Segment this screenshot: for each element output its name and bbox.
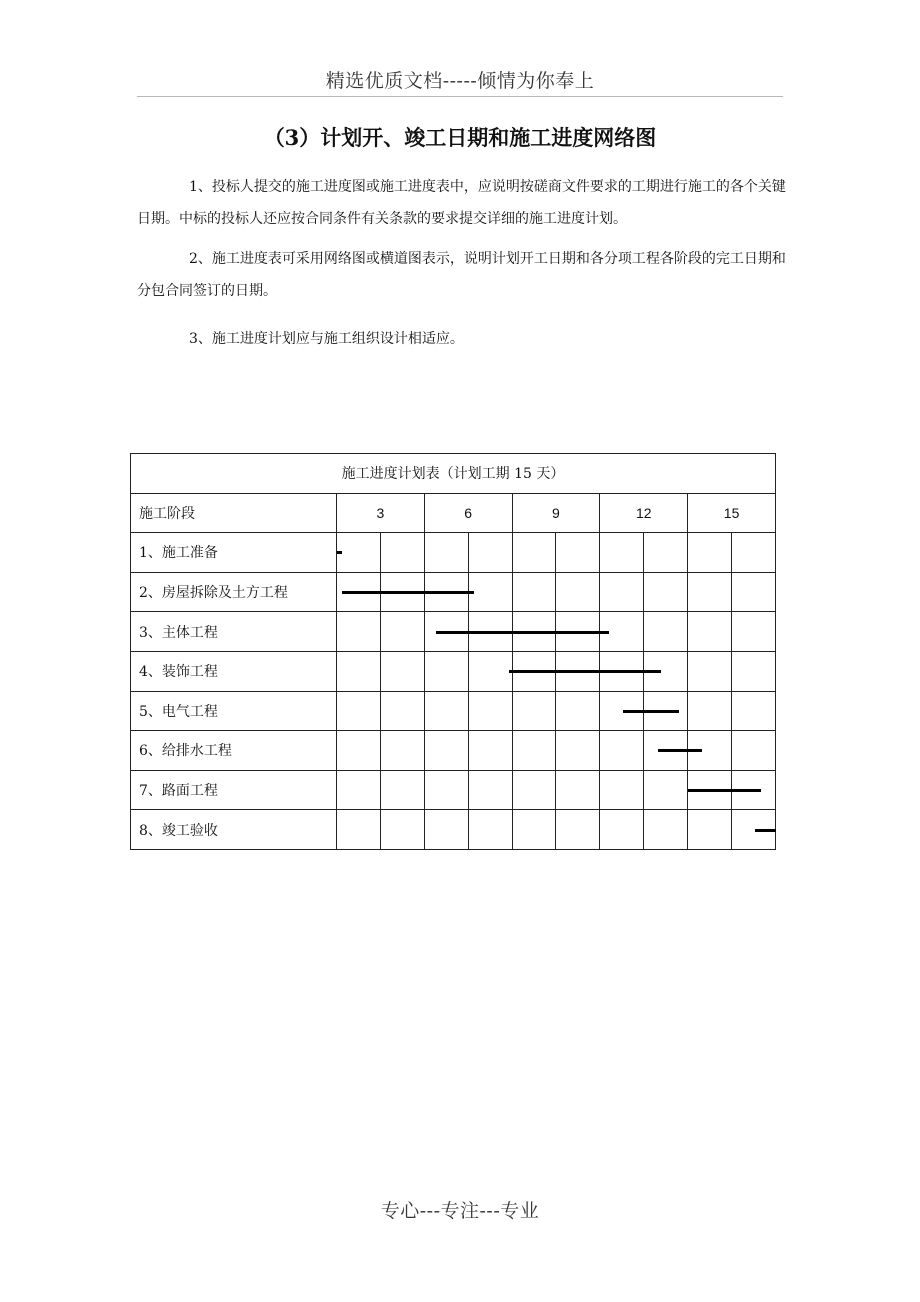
paragraph-1: 1、投标人提交的施工进度图或施工进度表中，应说明按磋商文件要求的工期进行施工的各个关键日期。中标的投标人还应按合同条件有关条款的要求提交详细的施工进度计划。	[137, 179, 786, 227]
page-header: 精选优质文档-----倾情为你奉上	[325, 70, 595, 92]
timeline-cell	[512, 731, 556, 771]
timeline-cell	[688, 691, 732, 731]
timeline-cell	[600, 612, 644, 652]
timeline-cell	[424, 612, 468, 652]
schedule-caption: 施工进度计划表（计划工期 15 天）	[131, 454, 776, 494]
stage-label: 8、竣工验收	[131, 810, 337, 850]
timeline-cell	[688, 533, 732, 573]
timeline-cell	[600, 651, 644, 691]
stage-label: 5、电气工程	[131, 691, 337, 731]
timeline-cell	[380, 651, 424, 691]
timeline-cell	[337, 612, 381, 652]
timeline-cell	[732, 651, 776, 691]
section-title: （3）计划开、竣工日期和施工进度网络图	[263, 125, 657, 150]
timeline-cell	[556, 651, 600, 691]
timeline-cell	[688, 810, 732, 850]
timeline-cell	[600, 572, 644, 612]
timeline-cell	[468, 651, 512, 691]
timeline-cell	[556, 731, 600, 771]
schedule-row	[131, 533, 776, 573]
stage-label: 4、装饰工程	[131, 651, 337, 691]
schedule-row	[131, 651, 776, 691]
timeline-cell	[468, 731, 512, 771]
paragraph-3: 3、施工进度计划应与施工组织设计相适应。	[189, 331, 464, 347]
timeline-cell	[337, 770, 381, 810]
stage-label: 1、施工准备	[131, 533, 337, 573]
schedule-row	[131, 810, 776, 850]
timeline-cell	[732, 731, 776, 771]
timeline-cell	[688, 612, 732, 652]
timeline-cell	[688, 731, 732, 771]
timeline-cell	[688, 572, 732, 612]
timeline-cell	[600, 691, 644, 731]
timeline-cell	[512, 612, 556, 652]
timeline-cell	[644, 572, 688, 612]
timeline-cell	[380, 691, 424, 731]
schedule-row	[131, 612, 776, 652]
timeline-cell	[732, 572, 776, 612]
timeline-cell	[337, 572, 381, 612]
timeline-cell	[468, 612, 512, 652]
day-mark-9: 9	[512, 493, 600, 533]
stage-label: 2、房屋拆除及土方工程	[131, 572, 337, 612]
timeline-cell	[468, 810, 512, 850]
timeline-cell	[688, 770, 732, 810]
timeline-cell	[468, 572, 512, 612]
schedule-row	[131, 770, 776, 810]
timeline-cell	[380, 533, 424, 573]
timeline-cell	[512, 572, 556, 612]
timeline-cell	[424, 533, 468, 573]
timeline-cell	[600, 731, 644, 771]
timeline-cell	[644, 770, 688, 810]
schedule-table	[130, 453, 776, 850]
timeline-cell	[732, 533, 776, 573]
day-mark-12: 12	[600, 493, 688, 533]
timeline-cell	[512, 533, 556, 573]
timeline-cell	[600, 770, 644, 810]
timeline-cell	[644, 612, 688, 652]
timeline-cell	[380, 572, 424, 612]
stage-column-header: 施工阶段	[131, 493, 337, 533]
timeline-cell	[380, 770, 424, 810]
timeline-cell	[512, 810, 556, 850]
timeline-cell	[600, 810, 644, 850]
timeline-cell	[644, 651, 688, 691]
timeline-cell	[556, 572, 600, 612]
page-footer: 专心---专注---专业	[380, 1200, 540, 1222]
timeline-cell	[337, 731, 381, 771]
timeline-cell	[424, 731, 468, 771]
timeline-cell	[512, 691, 556, 731]
stage-label: 6、给排水工程	[131, 731, 337, 771]
timeline-cell	[556, 612, 600, 652]
header-divider	[137, 96, 783, 97]
timeline-cell	[424, 572, 468, 612]
timeline-cell	[732, 612, 776, 652]
timeline-cell	[424, 810, 468, 850]
timeline-cell	[644, 731, 688, 771]
timeline-cell	[337, 691, 381, 731]
timeline-cell	[732, 770, 776, 810]
day-mark-15: 15	[688, 493, 776, 533]
timeline-cell	[424, 691, 468, 731]
timeline-cell	[600, 533, 644, 573]
day-mark-3: 3	[337, 493, 425, 533]
timeline-cell	[380, 612, 424, 652]
timeline-cell	[644, 810, 688, 850]
timeline-cell	[556, 691, 600, 731]
timeline-cell	[337, 533, 381, 573]
timeline-cell	[732, 810, 776, 850]
timeline-cell	[644, 533, 688, 573]
timeline-cell	[512, 651, 556, 691]
timeline-cell	[556, 770, 600, 810]
timeline-cell	[468, 691, 512, 731]
schedule-row	[131, 572, 776, 612]
day-mark-6: 6	[424, 493, 512, 533]
timeline-cell	[644, 691, 688, 731]
timeline-cell	[512, 770, 556, 810]
timeline-cell	[556, 810, 600, 850]
stage-label: 7、路面工程	[131, 770, 337, 810]
paragraph-2: 2、施工进度表可采用网络图或横道图表示，说明计划开工日期和各分项工程各阶段的完工日期和分包合同签订的日期。	[137, 251, 786, 299]
timeline-cell	[424, 651, 468, 691]
stage-label: 3、主体工程	[131, 612, 337, 652]
timeline-cell	[556, 533, 600, 573]
timeline-cell	[468, 770, 512, 810]
timeline-cell	[468, 533, 512, 573]
timeline-cell	[380, 810, 424, 850]
timeline-cell	[732, 691, 776, 731]
schedule-row	[131, 731, 776, 771]
timeline-cell	[688, 651, 732, 691]
timeline-cell	[337, 651, 381, 691]
timeline-cell	[380, 731, 424, 771]
timeline-cell	[424, 770, 468, 810]
timeline-cell	[337, 810, 381, 850]
schedule-row	[131, 691, 776, 731]
